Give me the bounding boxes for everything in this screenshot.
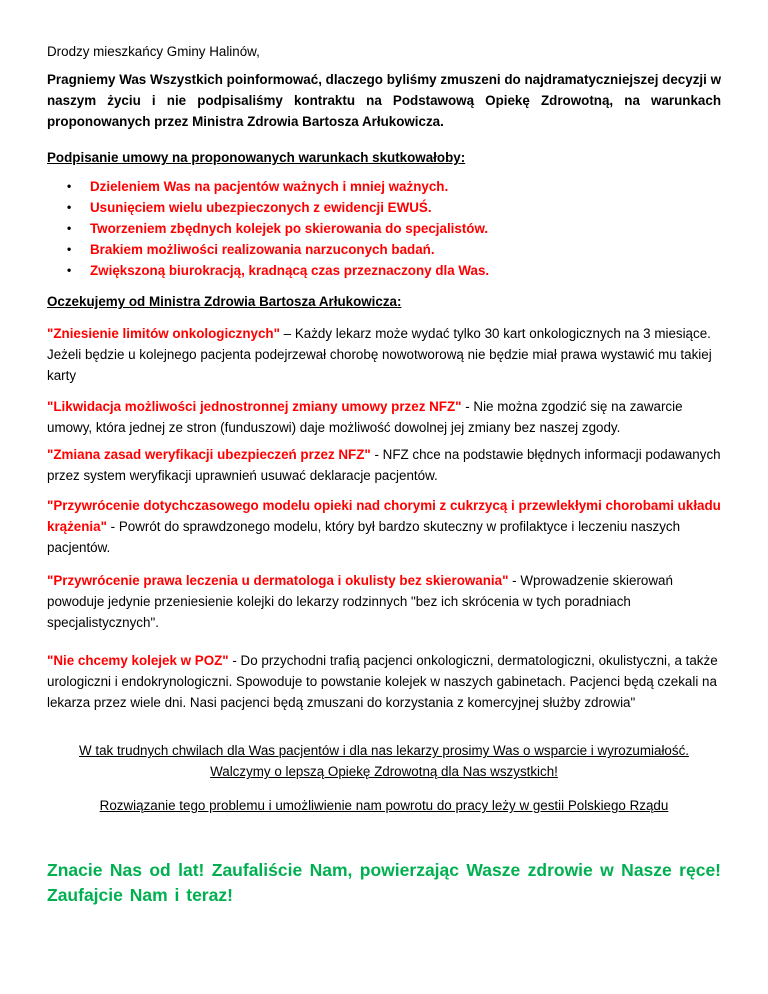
demand-text: - Do przychodni trafią pacjenci onkologiczni, dermatologiczni, okulistyczni, a także urologiczni i endokrynologiczni. Spowoduje to powstanie kolejek w naszych gabinetach. Pacjenci będą czekali na lekarza przez wiele dni. Nasi pacjenci będą zmuszani do korzystania z komercyjnej służby zdrowia" <box>47 653 718 710</box>
demand-text: – Każdy lekarz może wydać tylko 30 kart onkologicznych na 3 miesiące. Jeżeli będzie u kolejnego pacjenta podejrzewał chorobę nowotworową nie będzie miał prawa wystawić mu takiej karty <box>47 326 712 383</box>
bullet-icon: • <box>67 221 72 235</box>
demand-paragraph <box>47 495 721 558</box>
list-item: • Zwiększoną biurokracją, kradnącą czas przeznaczony dla Was. <box>47 260 489 281</box>
demand-title: "Zniesienie limitów onkologicznych" <box>47 326 280 341</box>
demand-text: - NFZ chce na podstawie błędnych informacji podawanych przez system weryfikacji uprawnień usuwać deklaracje pacjentów. <box>47 447 721 483</box>
bullet-icon: • <box>67 242 72 256</box>
demand-title: "Likwidacja możliwości jednostronnej zmiany umowy przez NFZ" <box>47 399 462 414</box>
bullet-icon: • <box>67 179 72 193</box>
demands-heading: Oczekujemy od Ministra Zdrowia Bartosza Arłukowicza: <box>47 294 402 309</box>
demand-paragraph <box>47 396 721 438</box>
demand-title: "Nie chcemy kolejek w POZ" <box>47 653 229 668</box>
demand-title: "Przywrócenie dotychczasowego modelu opieki nad chorymi z cukrzycą i przewlekłymi chorobami układu krążenia" <box>47 498 721 534</box>
demand-title: "Przywrócenie prawa leczenia u dermatologa i okulisty bez skierowania" <box>47 573 509 588</box>
demand-text: - Wprowadzenie skierowań powoduje jedynie przeniesienie kolejki do lekarzy rodzinnych "bez ich skrócenia w tych poradniach specjalistycznych". <box>47 573 673 630</box>
list-item: • Dzieleniem Was na pacjentów ważnych i mniej ważnych. <box>47 176 489 197</box>
demand-paragraph <box>47 570 721 633</box>
demand-paragraph <box>47 444 721 486</box>
intro-paragraph: Pragniemy Was Wszystkich poinformować, dlaczego byliśmy zmuszeni do najdramatyczniejszej decyzji w naszym życiu i nie podpisaliśmy kontraktu na Podstawową Opiekę Zdrowotną, na warunkach proponowanych przez Ministra Zdrowia Bartosza Arłukowicza. <box>47 72 721 129</box>
greeting: Drodzy mieszkańcy Gminy Halinów, <box>47 44 260 59</box>
demand-paragraph <box>47 323 721 386</box>
appeal-line-2: Walczymy o lepszą Opiekę Zdrowotną dla Nas wszystkich! <box>210 764 558 779</box>
government-line: Rozwiązanie tego problemu i umożliwienie nam powrotu do pracy leży w gestii Polskiego Rządu <box>99 798 669 813</box>
consequences-heading: Podpisanie umowy na proponowanych warunkach skutkowałoby: <box>47 150 466 165</box>
consequences-list <box>47 176 489 281</box>
demand-text: - Powrót do sprawdzonego modelu, który był bardzo skuteczny w profilaktyce i leczeniu naszych pacjentów. <box>47 519 681 555</box>
closing-statement: Znacie Nas od lat! Zaufaliście Nam, powierzając Wasze zdrowie w Nasze ręce! Zaufajcie Nam i teraz! <box>47 860 721 905</box>
appeal-line-1: W tak trudnych chwilach dla Was pacjentów i dla nas lekarzy prosimy Was o wsparcie i wyrozumiałość. <box>79 743 689 758</box>
demand-title: "Zmiana zasad weryfikacji ubezpieczeń przez NFZ" <box>47 447 371 462</box>
demand-paragraph <box>47 650 721 713</box>
bullet-icon: • <box>67 200 72 214</box>
list-item: • Usunięciem wielu ubezpieczonych z ewidencji EWUŚ. <box>47 197 489 218</box>
list-item: • Tworzeniem zbędnych kolejek po skierowania do specjalistów. <box>47 218 489 239</box>
list-item: • Brakiem możliwości realizowania narzuconych badań. <box>47 239 489 260</box>
demand-text: - Nie można zgodzić się na zawarcie umowy, która jednej ze stron (funduszowi) daje możliwość dowolnej jej zmiany bez naszej zgody. <box>47 399 683 435</box>
bullet-icon: • <box>67 263 72 277</box>
